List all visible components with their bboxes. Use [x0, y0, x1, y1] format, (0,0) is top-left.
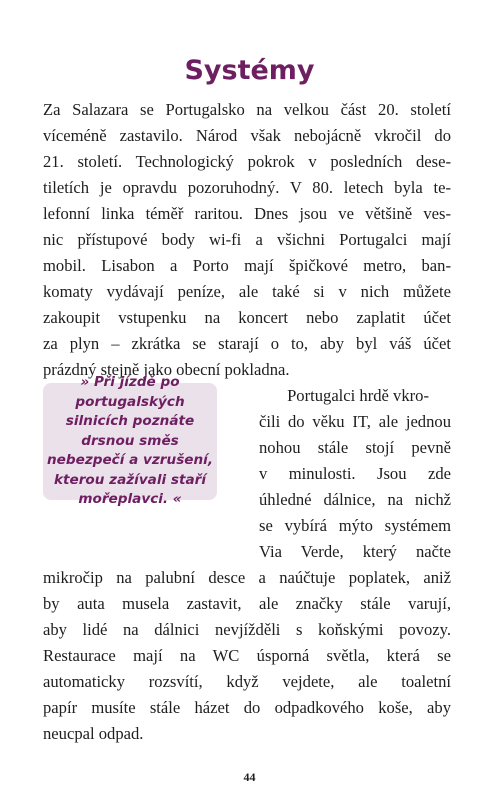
body-line: prázdný stejně jako obecní pokladna. [43, 360, 290, 379]
body-line: mikročip na palubní desce a naúčtuje poplatek, aniž [43, 568, 451, 587]
body-line: za plyn – zkrátka se starají o to, aby byl váš účet [43, 334, 451, 353]
body-line: komaty vydávají peníze, ale také si v nich můžete [43, 282, 451, 301]
body-line: by auta musela zastavit, ale značky stále varují, [43, 594, 451, 613]
page-number: 44 [243, 770, 256, 784]
body-line: nohou stále stojí pevně [259, 438, 451, 457]
body-line: v minulosti. Jsou zde [259, 464, 451, 483]
body-line: neucpal odpad. [43, 724, 144, 743]
body-line: úhledné dálnice, na nichž [259, 490, 451, 509]
body-line: 21. století. Technologický pokrok v posledních dese- [43, 152, 451, 171]
body-line: čili do věku IT, ale jednou [259, 412, 451, 431]
body-line: aby lidé na dálnici nevjížděli s koňskými povozy. [43, 620, 451, 639]
body-line: Portugalci hrdě vkro- [287, 386, 429, 405]
pull-quote: » Při jízdě po portugalských silnicích poznáte drsnou směs nebezpečí a vzrušení, kterou zažívali staří mořeplavci. « [46, 374, 214, 508]
body-line: tiletích je opravdu pozoruhodný. V 80. letech byla te- [43, 178, 451, 197]
body-line: Restaurace mají na WC úsporná světla, která se [43, 646, 451, 665]
body-line: papír musíte stále házet do odpadkového koše, aby [43, 698, 451, 717]
pull-quote-box [43, 374, 217, 508]
body-line: zakoupit vstupenku na koncert nebo zaplatit účet [43, 308, 451, 327]
body-line: lefonní linka téměř raritou. Dnes jsou ve většině ves- [43, 204, 451, 223]
page-title: Systémy [184, 55, 315, 86]
body-line: automaticky rozsvítí, když vejdete, ale toaletní [43, 672, 451, 691]
body-line: Za Salazara se Portugalsko na velkou část 20. století [43, 100, 451, 119]
body-line: mobil. Lisabon a Porto mají špičkové metro, ban- [43, 256, 451, 275]
body-line: nic přístupové body wi-fi a všichni Portugalci mají [43, 230, 451, 249]
body-line: Via Verde, který načte [259, 542, 451, 561]
body-line: se vybírá mýto systémem [259, 516, 451, 535]
body-line: víceméně zastavilo. Národ však nebojácně vkročil do [43, 126, 451, 145]
